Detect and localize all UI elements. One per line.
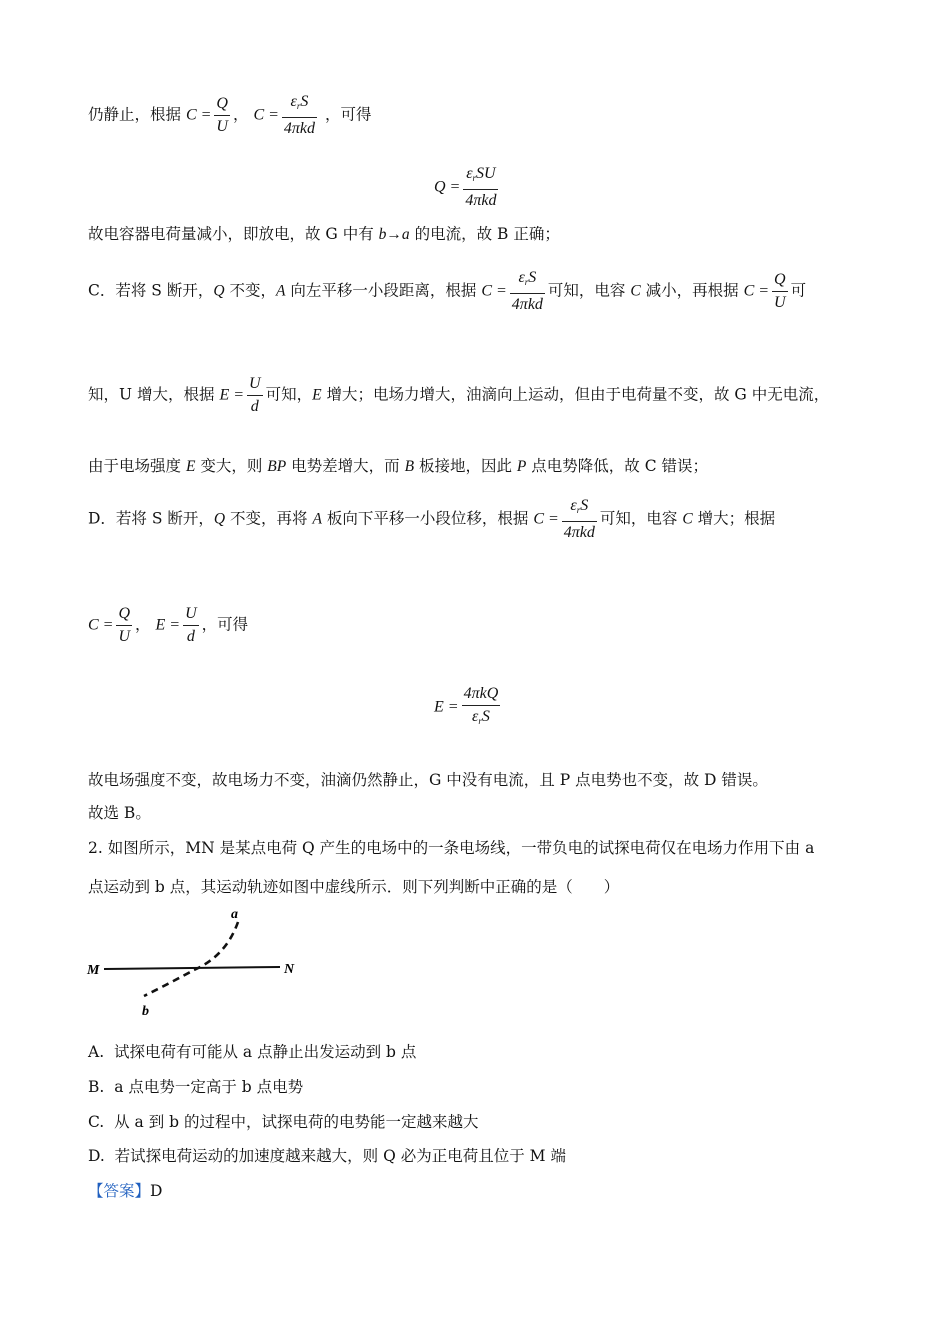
option-a: A. 试探电荷有可能从 a 点静止出发运动到 b 点 [88,1043,417,1061]
line-1: 仍静止，根据 C = $\frac{Q}{U}$ ， C = $\frac{\varepsilon_rS}{\text{4πkd}}$ ，可得 [88,93,372,137]
line-2: 故电容器电荷量减小，即放电，故 G 中有 b→a 的电流，故 B 正确； [88,225,560,243]
line-7: C = $\frac{Q}{U}$ ， E = $\frac{U}{d}$ ，可得 [88,605,249,645]
fraction-u-over-d: $\frac{U}{d}$ [185,605,197,645]
label-b: b [142,1004,149,1016]
label-m: M [87,963,100,978]
option-d: D. 若试探电荷运动的加速度越来越大，则 Q 必为正电荷且位于 M 端 [88,1147,566,1165]
line-option-d: D．若将 S 断开，Q 不变，再将 A 板向下平移一小段位移，根据 C = $\frac{\varepsilon_rS}{\text{4πkd}}$ 可知，电容 C 增大；根据 [88,497,776,541]
fraction-q-over-u: $\frac{Q}{U}$ [216,95,228,135]
question-2-line-2: 点运动到 b 点，其运动轨迹如图中虚线所示．则下列判断中正确的是（ ） [88,878,620,896]
line-4: 知，U 增大，根据 E = $\frac{U}{d}$ 可知，E 增大；电场力增大，油滴向上运动，但由于电荷量不变，故 G 中无电流， [88,375,830,415]
formula-e: E = $\frac{\text{4πkQ}}{\varepsilon_rS}$ [434,685,499,726]
fraction-q-over-u: $\frac{Q}{U}$ [118,605,131,645]
answer-value: D [150,1182,163,1200]
label-a: a [231,907,238,922]
field-line-mn [104,967,280,969]
line-option-c: C．若将 S 断开，Q 不变，A 向左平移一小段距离，根据 C = $\frac{\varepsilon_rS}{\text{4πkd}}$ 可知，电容 C 减小，再根据 C = $\frac{Q}{U}$ 可 [88,269,807,313]
formula-c-lhs-2: C = [253,106,279,124]
fraction-eps-s-over-4pikd: $\frac{\varepsilon_rS}{\text{4πkd}}$ [283,93,316,137]
answer [88,1180,162,1202]
line-choose: 故选 B。 [88,804,151,822]
formula-q: Q = $\frac{\varepsilon_rSU}{\text{4πkd}}$ [434,165,497,209]
formula-c-lhs: C = [185,106,212,124]
field-line-figure [86,906,306,1016]
option-b: B. a 点电势一定高于 b 点电势 [88,1078,304,1096]
option-c: C. 从 a 到 b 的过程中，试探电荷的电势能一定越来越大 [88,1113,479,1131]
line-conclusion: 故电场强度不变，故电场力不变，油滴仍然静止，G 中没有电流，且 P 点电势也不变，故 D 错误。 [88,771,768,789]
fraction-eps-s-over-4pikd: $\frac{\varepsilon_rS}{\text{4πkd}}$ [511,269,543,313]
text: 仍静止，根据 [88,105,182,124]
text: ，可得 [324,105,372,124]
line-5: 由于电场强度 E 变大，则 BP 电势差增大，而 B 板接地，因此 P 点电势降低，故 C 错误； [88,457,709,475]
trajectory-dashed [144,922,238,996]
label-n: N [284,962,295,977]
fraction-q-over-u: $\frac{Q}{U}$ [774,271,786,311]
answer-tag: 【答案】 [88,1182,151,1200]
question-2-line-1: 2. 如图所示，MN 是某点电荷 Q 产生的电场中的一条电场线，一带负电的试探电荷仅在电场力作用下由 a [88,839,815,857]
fraction-u-over-d: $\frac{U}{d}$ [249,375,261,415]
fraction-eps-s-over-4pikd: $\frac{\varepsilon_rS}{\text{4πkd}}$ [563,497,595,541]
